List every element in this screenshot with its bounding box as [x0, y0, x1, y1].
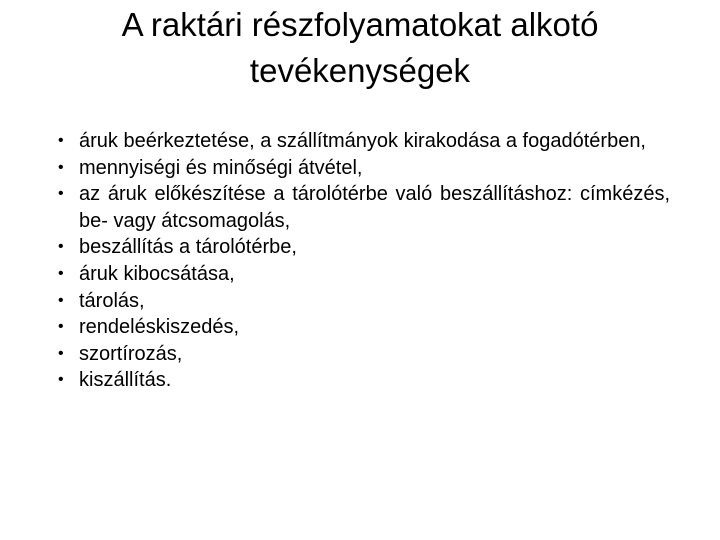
bullet-dot-icon: • [58, 185, 64, 203]
bullet-text: áruk beérkeztetése, a szállítmányok kirakodása a fogadótérben, [79, 130, 646, 152]
bullet-dot-icon: • [58, 371, 64, 389]
bullet-item [58, 261, 670, 288]
bullet-item [58, 234, 670, 261]
bullet-item [58, 128, 670, 155]
bullet-text: beszállítás a tárolótérbe, [79, 236, 297, 259]
bullet-text: áruk kibocsátása, [79, 262, 235, 285]
bullet-item [58, 367, 670, 394]
bullet-list [58, 128, 670, 394]
bullet-text: mennyiségi és minőségi átvétel, [79, 156, 363, 179]
bullet-text: szortírozás, [79, 342, 183, 365]
bullet-dot-icon: • [58, 264, 64, 282]
bullet-dot-icon: • [58, 158, 64, 176]
bullet-text: kiszállítás. [79, 369, 172, 392]
bullet-dot-icon: • [58, 291, 64, 309]
slide-title: A raktári részfolyamatokat alkotó tevékenységek [121, 6, 599, 89]
bullet-dot-icon: • [58, 344, 64, 362]
bullet-item [58, 181, 670, 234]
bullet-text: rendeléskiszedés, [79, 316, 240, 339]
bullet-text: tárolás, [79, 289, 145, 312]
bullet-dot-icon: • [58, 238, 64, 256]
bullet-item [58, 314, 670, 341]
bullet-text: az áruk előkészítése a tárolótérbe való beszállításhoz: címkézés, be- vagy átcsomagolás, [79, 183, 670, 232]
bullet-item [58, 155, 670, 182]
bullet-dot-icon: • [58, 318, 64, 336]
bullet-item [58, 341, 670, 368]
bullet-item [58, 288, 670, 315]
bullet-dot-icon: • [58, 132, 64, 149]
